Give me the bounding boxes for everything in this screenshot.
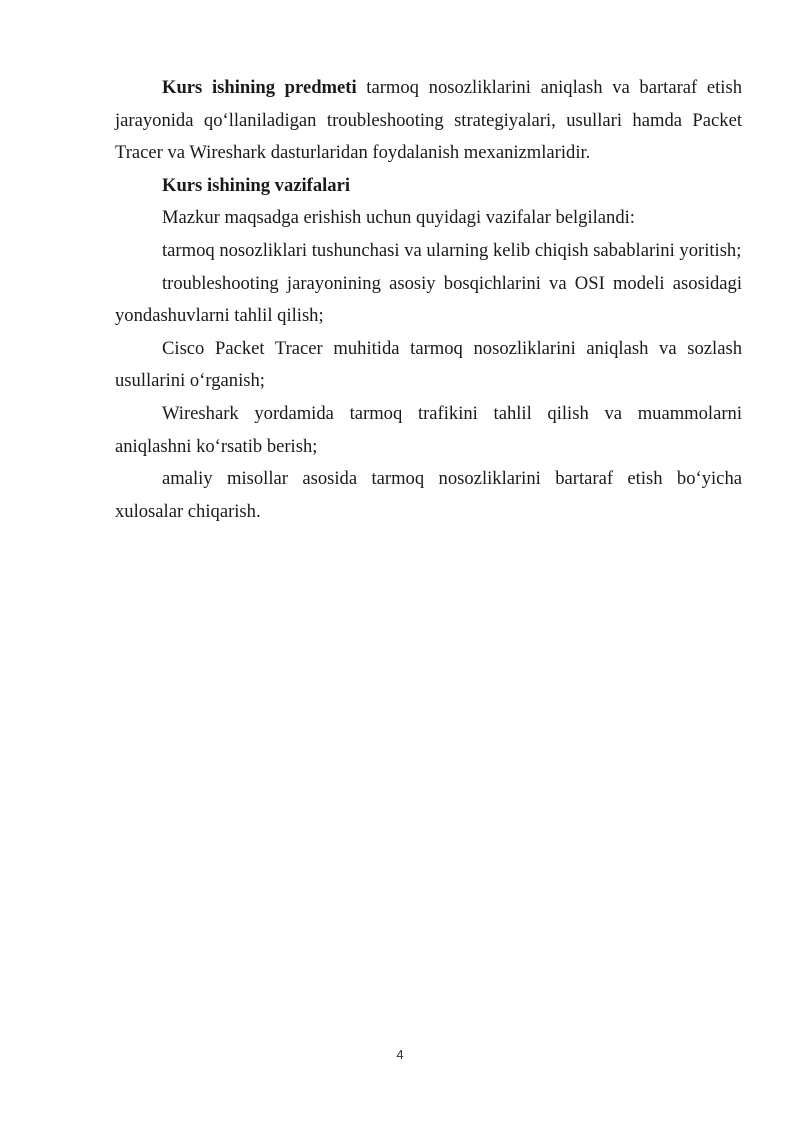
tasks-heading: Kurs ishining vazifalari xyxy=(162,174,351,196)
page-number: 4 xyxy=(396,1047,404,1062)
task-item: tarmoq nosozliklari tushunchasi va ularning kelib chiqish sabablarini yoritish; xyxy=(162,239,742,261)
subject-text: tarmoq nosozliklarini aniqlash va bartaraf etish jarayonida qo‘llaniladigan troubleshooting strategiyalari, usullari hamda Packet Tracer va Wireshark dasturlaridan foydalanish mexanizmlaridir. xyxy=(115,77,743,164)
subject-lead: Kurs ishining predmeti xyxy=(162,77,357,98)
task-item: amaliy misollar asosida tarmoq nosozliklarini bartaraf etish bo‘yicha xulosalar chiqarish. xyxy=(115,468,742,522)
subject-paragraph xyxy=(115,72,742,170)
task-item: troubleshooting jarayonining asosiy bosqichlarini va OSI modeli asosidagi yondashuvlarni tahlil qilish; xyxy=(115,272,742,327)
body-text xyxy=(115,72,742,528)
task-item: Cisco Packet Tracer muhitida tarmoq nosozliklarini aniqlash va sozlash usullarini o‘rganish; xyxy=(115,337,742,392)
task-item: Wireshark yordamida tarmoq trafikini tahlil qilish va muammolarni aniqlashni ko‘rsatib berish; xyxy=(115,402,742,457)
tasks-intro: Mazkur maqsadga erishish uchun quyidagi vazifalar belgilandi: xyxy=(162,207,635,229)
